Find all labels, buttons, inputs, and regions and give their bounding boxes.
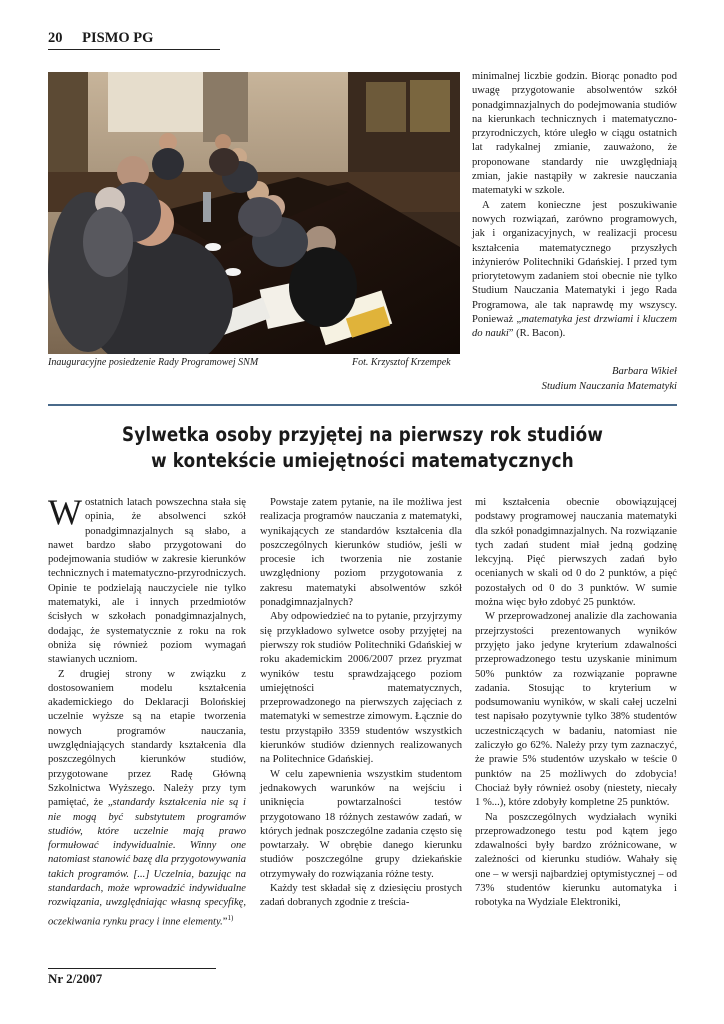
article-paragraph: W przeprowadzonej analizie dla zachowania przejrzystości prezentowanych wyników przyjęto jako jedyne kryterium zdawalności przeprowadzonego testu uzyskanie minimum 50% punktów za rozwiązanie poprawne zadania. Stosując to kryterium w podsumowaniu wyników, w skali całej uczelni test napisało pozytywnie tylko 38% studentów uczestniczących w badaniu, natomiast nie zaliczyło go 62%. Należy przy tym zaznaczyć, że prawie 5% studentów uzyskało w teście 0 punktów na 25 możliwych do zdobycia! Chociaż były również osoby (niestety, niecały 1 %...), które zdobyły kompletne 25 punktów. bbox=[475, 611, 677, 809]
quote-text: standardy kształcenia nie są i nie mogą być substytutem programów studiów, które uczelnie mają prawo formułować indywidualnie. Winny one natomiast stanowić bazę dla przygotowywania takich programów. [...] Uczelnia, bazując na standardach, może wprowadzić indywidualne rozwiązania, uwzględniając własną specyfikę, oczekiwania rynku pracy i inne elementy. bbox=[48, 797, 246, 928]
drop-cap: W bbox=[48, 492, 82, 532]
signature-unit: Studium Nauczania Matematyki bbox=[541, 381, 677, 392]
top-article-paragraph: A zatem konieczne jest poszukiwanie nowych rozwiązań, zarówno programowych, jak i organizacyjnych, w realizacji procesu kształcenia matematycznego przyszłych inżynierów Politechniki Gdańskiej. I przed tym priorytetowym zadaniem stoi obecnie nie tylko Studium Nauczania Matematyki i jego Rada Programowa, ale tak naprawdę my wszyscy. Ponieważ „matematyka jest drzwiami i kluczem do nauki” (R. Bacon). bbox=[472, 199, 677, 340]
article-paragraph: W celu zapewnienia wszystkim studentom jednakowych warunków na wejściu i uniknięcia powtarzalności testów przygotowano 18 różnych zestawów zadań, w których jednak poszczególne zadania często się powtarzały. W obrębie danego kierunku studiów poszczególne grupy dziekańskie otrzymywały do rozwiązania różne testy. bbox=[260, 768, 462, 880]
photo-credit: Fot. Krzysztof Krzempek bbox=[352, 357, 451, 368]
page-number: 20 bbox=[48, 30, 63, 46]
article-paragraph: Wostatnich latach powszechna stała się opinia, że absolwenci szkół ponadgimnazjalnych są słabo, a nawet bardzo słabo przygotowani do podejmowania studiów w zakresie kierunków technicznych i matematyczno-przyrodniczych. Opinie te podzielają nauczyciele nie tylko matematyki, ale i innych przedmiotów ścisłych w szkołach ponadgimnazjalnych, dodając, że systematycznie z roku na rok obniża się również poziom wymagań stawianych uczniom. bbox=[48, 492, 246, 666]
article-paragraph: Na poszczególnych wydziałach wyniki przeprowadzonego testu pod kątem jego zdawalności były bardzo zróżnicowane, w zależności od kierunku studiów. Wahały się one – w wersji najbardziej optymistycznej – od 73% studentów kierunku automatyka i robotyka na Wydziale Elektroniki, bbox=[475, 811, 677, 909]
issue-footer: Nr 2/2007 bbox=[48, 968, 216, 987]
article-paragraph: Aby odpowiedzieć na to pytanie, przyjrzymy się przykładowo sylwetce osoby przyjętej na pierwszy rok studiów Politechniki Gdańskiej w roku akademickim 2006/2007 przez pryzmat wyników testu sprawdzającego poziom umiejętności matematycznych, przeprowadzonego na pierwszych zajęciach z matematyki w semestrze zimowym. Łącznie do testu przystąpiło 3359 studentów wszystkich kierunków studiów dziennych realizowanych na Politechnice Gdańskiej. bbox=[260, 611, 462, 766]
article-column-2 bbox=[260, 496, 462, 911]
journal-name: PISMO PG bbox=[82, 30, 154, 46]
article-column-1 bbox=[48, 492, 246, 929]
top-article-column bbox=[472, 70, 677, 342]
photo-caption: Inauguracyjne posiedzenie Rady Programowej SNM bbox=[48, 357, 259, 368]
article-paragraph: mi kształcenia obecnie obowiązującej podstawy programowej nauczania matematyki dla szkół ponadgimnazjalnych. Na rozwiązanie tych zadań student miał jedną godzinę lekcyjną. Pięć pierwszych zadań było ocenianych w skali od 0 do 2 punktów, a pięć pozostałych od 0 do 3 punktów. W sumie można więc było zdobyć 25 punktów. bbox=[475, 497, 677, 609]
article-title-line-1: Sylwetka osoby przyjętej na pierwszy rok studiów bbox=[121, 423, 604, 446]
top-article-paragraph: minimalnej liczbie godzin. Biorąc ponadto pod uwagę przygotowanie absolwentów szkół ponadgimnazjalnych do podejmowania studiów na kierunkach technicznych i matematyczno-przyrodniczych, które uległo w ciągu ostatnich lat radykalnej zmianie, zauważono, że proponowane standardy nie uwzględniają zmian, jakie nastąpiły w zakresie nauczania matematyki w szkole. bbox=[472, 71, 677, 197]
signature-name: Barbara Wikieł bbox=[611, 366, 677, 377]
footnote-marker: 1) bbox=[227, 913, 234, 922]
section-divider bbox=[48, 404, 677, 406]
article-paragraph: Powstaje zatem pytanie, na ile możliwa jest realizacja programów nauczania z matematyki, wynikających ze standardów kształcenia dla poszczególnych kierunków studiów, jeśli w procesie ich tworzenia nie zostanie uwzględniony poziom przygotowania z zakresu matematyki absolwentów szkół ponadgimnazjalnych? bbox=[260, 497, 462, 609]
article-paragraph: Z drugiej strony w związku z dostosowaniem modelu kształcenia akademickiego do Deklaracji Bolońskiej uczelnie wyższe są na etapie tworzenia nowych programów nauczania, uwzględniających standardy kształcenia dla poszczególnych kierunków studiów, przygotowane przez Radę Główną Szkolnictwa Wyższego. Należy przy tym pamiętać, że „standardy kształcenia nie są i nie mogą być substytutem programów studiów, które uczelnie mają prawo formułować indywidualnie. Winny one natomiast stanowić bazę dla przygotowywania takich programów. [...] Uczelnia, bazując na standardach, może wprowadzić indywidualne rozwiązania, uwzględniając własną specyfikę, oczekiwania rynku pracy i inne elementy.”$^{1)}$ bbox=[48, 668, 246, 928]
page-header bbox=[48, 30, 220, 50]
meeting-photo bbox=[48, 72, 460, 354]
article-paragraph: Każdy test składał się z dziesięciu prostych zadań dobranych zgodnie z treścia- bbox=[260, 883, 462, 909]
article-title-line-2: w kontekście umiejętności matematycznych bbox=[151, 449, 574, 472]
article-title bbox=[92, 422, 633, 474]
article-column-3 bbox=[475, 496, 677, 911]
